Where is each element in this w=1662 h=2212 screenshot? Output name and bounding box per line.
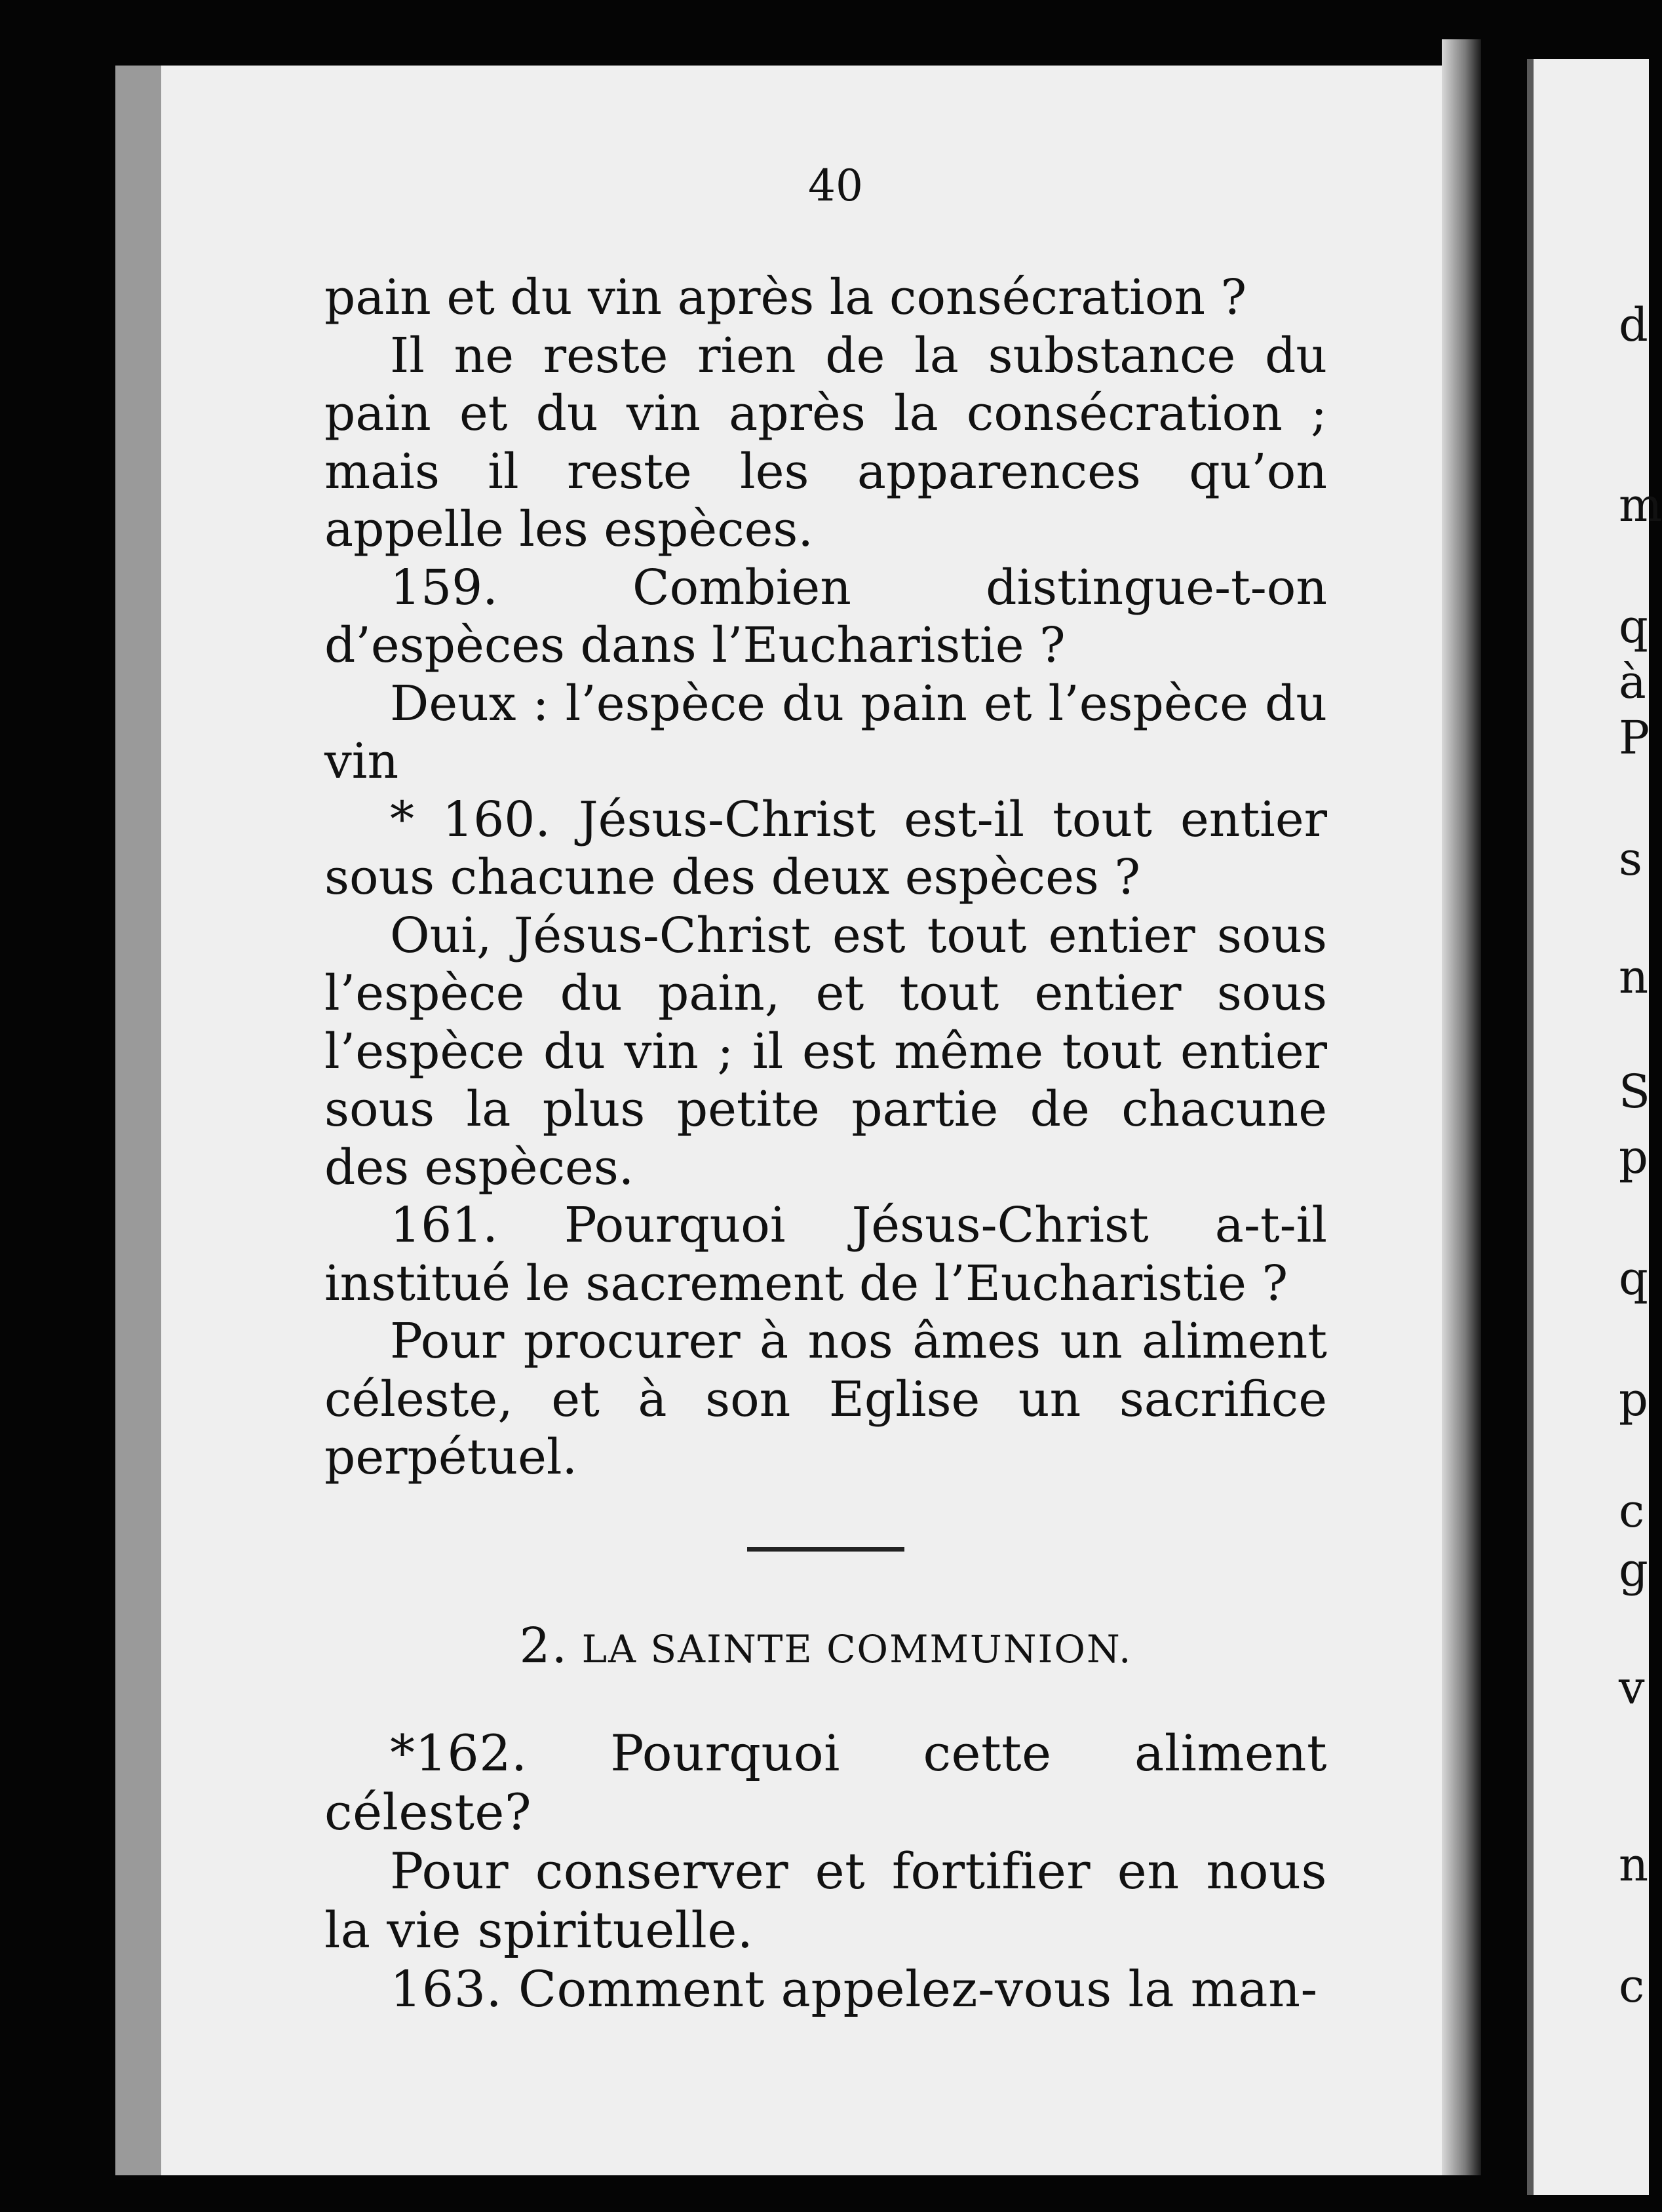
facing-page-letter: q (1619, 600, 1648, 653)
paragraph: Pour procurer à nos âmes un aliment céleste, et à son Eglise un sacrifice perpétuel. (324, 1313, 1327, 1485)
facing-page-letter: c (1619, 1484, 1645, 1538)
section-divider (747, 1547, 904, 1552)
facing-page-letter: s (1619, 832, 1642, 886)
section-body (324, 1724, 1327, 2019)
paragraph: 163. Comment appelez-vous la man- (390, 1960, 1318, 2018)
section-number: 2. (519, 1617, 569, 1674)
facing-page-letter: v (1619, 1661, 1645, 1715)
page-body (324, 269, 1327, 2019)
section-title: LA SAINTE COMMUNION. (581, 1626, 1132, 1671)
page-edge-shadow (1442, 39, 1481, 2175)
paragraph: *162. Pourquoi cette aliment céleste? (324, 1724, 1327, 1841)
paragraph: * 160. Jésus-Christ est-il tout entier sous chacune des deux espèces ? (324, 791, 1327, 906)
facing-page-letter: S (1619, 1065, 1650, 1118)
section-heading (324, 1617, 1327, 1679)
paragraph: pain et du vin après la consécration ? (324, 269, 1247, 326)
paragraph: 159. Combien distingue-t-on d’espèces dans l’Eucharistie ? (324, 559, 1327, 674)
page-number: 40 (808, 161, 863, 211)
facing-page-letter: q (1619, 1251, 1648, 1305)
paragraph: Pour conserver et fortifier en nous la vie spirituelle. (324, 1842, 1327, 1959)
paragraph: 161. Pourquoi Jésus-Christ a-t-il institué le sacrement de l’Eucharistie ? (324, 1197, 1327, 1312)
facing-page-letter: g (1619, 1543, 1648, 1597)
facing-page-letter: n (1619, 1838, 1649, 1892)
facing-page-letter: d (1619, 298, 1648, 352)
facing-page-letter: p (1619, 1130, 1648, 1184)
facing-page-letter: c (1619, 1959, 1645, 2013)
facing-page-letter: n (1619, 950, 1649, 1004)
paragraph: Il ne reste rien de la substance du pain et du vin après la consécration ; mais il reste les apparences qu’on appelle les espèces. (324, 327, 1327, 558)
facing-page-letter: P (1619, 711, 1650, 765)
paragraph: Oui, Jésus-Christ est tout entier sous l’espèce du pain, et tout entier sous l’espèce du vin ; il est même tout entier sous la plus petite partie de chacune des espèces. (324, 907, 1327, 1196)
facing-page-letter: à (1619, 655, 1646, 709)
facing-page-letter: m (1619, 478, 1662, 532)
paragraph: Deux : l’espèce du pain et l’espèce du vin (324, 675, 1327, 790)
facing-page-letter: p (1619, 1373, 1648, 1426)
